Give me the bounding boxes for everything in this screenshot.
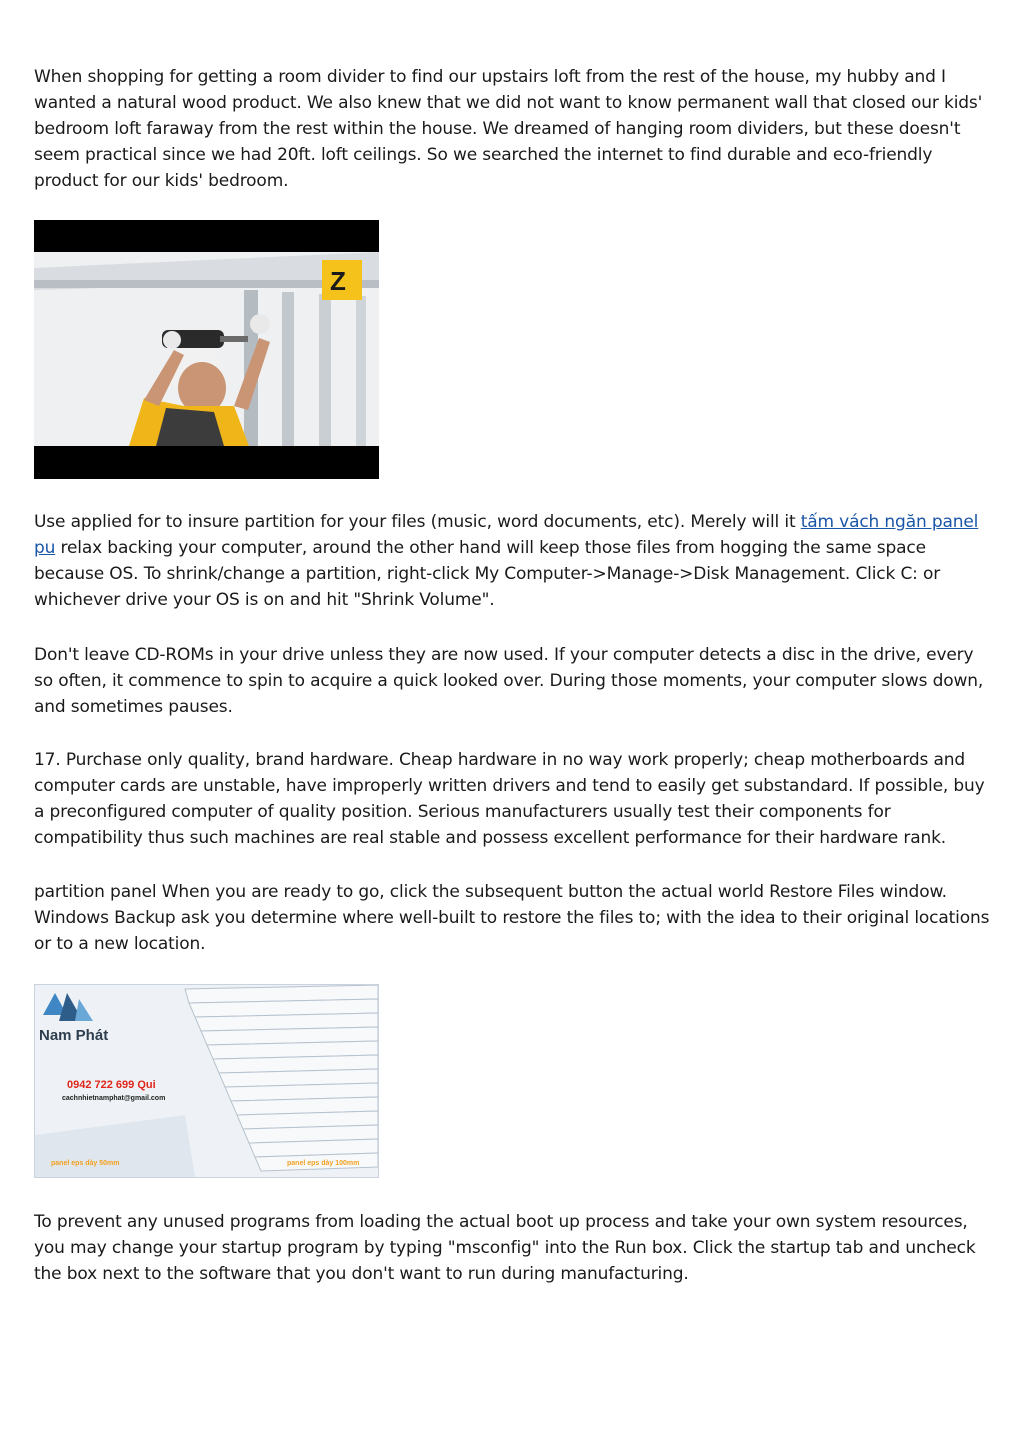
worker-drilling-illustration [34,220,379,479]
phone-number: 0942 722 699 Qui [67,1079,156,1091]
svg-text:Z: Z [330,266,346,296]
paragraph-room-divider: When shopping for getting a room divider to find our upstairs loft from the rest of the house, my hubby and I wanted a natural wood product. We also knew that we did not want to know permanent wall that closed our kids' bedroom loft faraway from the rest within the house. We dreamed of hanging room dividers, but these doesn't seem practical since we had 20ft. loft ceilings. So we searched the internet to find durable and eco-friendly product for our kids' bedroom. [34,67,983,191]
email-address: cachnhietnamphat@gmail.com [62,1095,166,1102]
brand-name: Nam Phát [39,1027,109,1044]
paragraph-partition-text-end: relax backing your computer, around the other hand will keep those files from hogging the same space because OS. To shrink/change a partition, right-click My Computer->Manage->Disk Management. Click C: or whichever drive your OS is on and hit "Shrink Volume". [34,538,941,610]
insulation-panels-image [34,984,379,1178]
paragraph-partition [34,509,992,613]
caption-50mm: panel eps dày 50mm [51,1160,120,1167]
paragraph-cd-roms: Don't leave CD-ROMs in your drive unless they are now used. If your computer detects a disc in the drive, every so often, it commence to spin to acquire a quick looked over. During those moments, your computer slows down, and sometimes pauses. [34,645,984,717]
paragraph-restore-files: partition panel When you are ready to go, click the subsequent button the actual world Restore Files window. Windows Backup ask you determine where well-built to restore the files to; with the idea to their original locations or to a new location. [34,882,990,954]
panel-pu-link[interactable]: tấm vách ngăn panel pu [34,512,979,558]
worker-drilling-image [34,220,379,479]
paragraph-partition-text-start: Use applied for to insure partition for your files (music, word documents, etc). Merely will it [34,512,801,532]
paragraph-startup-programs: To prevent any unused programs from loading the actual boot up process and take your own system resources, you may change your startup program by typing "msconfig" into the Run box. Click the startup tab and uncheck the box next to the software that you don't want to run during manufacturing. [34,1212,976,1284]
caption-100mm: panel eps dày 100mm [287,1160,360,1167]
paragraph-hardware: 17. Purchase only quality, brand hardware. Cheap hardware in no way work properly; cheap motherboards and computer cards are unstable, have improperly written drivers and tend to easily get substandard. If possible, buy a preconfigured computer of quality position. Serious manufacturers usually test their components for compatibility thus such machines are real stable and possess excellent performance for their hardware rank. [34,750,985,848]
